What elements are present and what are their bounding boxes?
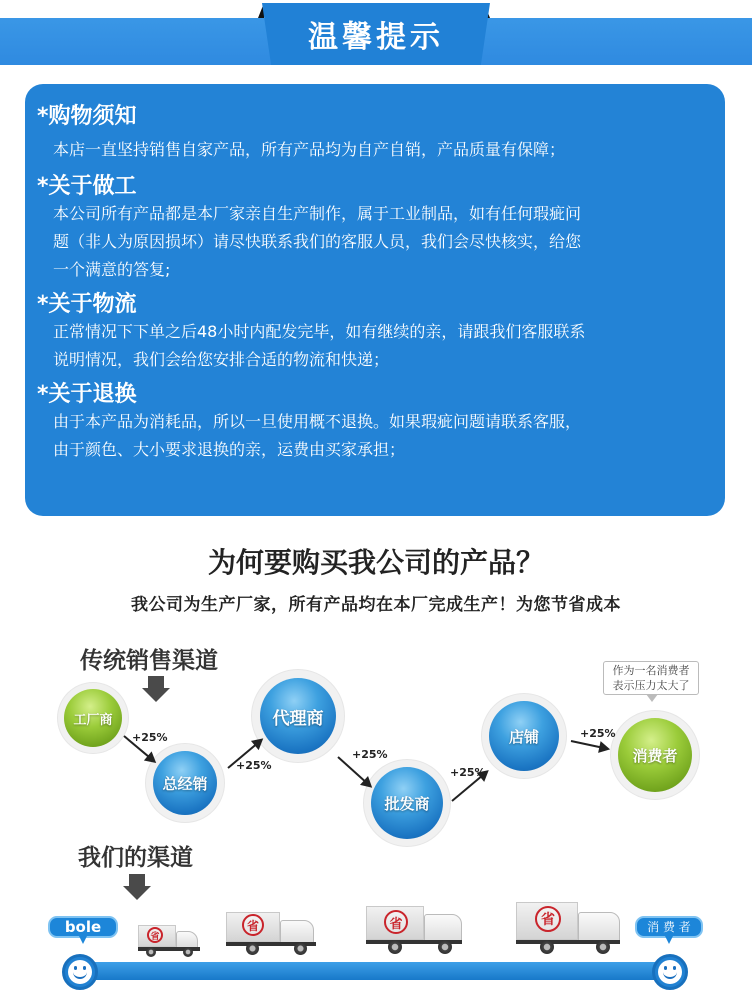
node-label: 工厂商 [64, 689, 122, 747]
save-seal-icon: 省 [535, 906, 561, 932]
markup-percent: +25% [352, 748, 388, 761]
why-title: 为何要购买我公司的产品？ [207, 546, 544, 579]
node-label: 批发商 [371, 767, 443, 839]
save-seal-icon: 省 [242, 914, 264, 936]
section-text: 一个满意的答复; [53, 260, 171, 279]
speech-line: 作为一名消费者 [612, 664, 690, 677]
channel-road-bar [82, 962, 672, 980]
section-text: 正常情况下下单之后48小时内配发完毕，如有继续的亲，请跟我们客服联系 [53, 322, 586, 341]
markup-percent: +25% [132, 731, 168, 744]
notice-box [25, 84, 725, 516]
notice-section-logistics [37, 292, 725, 374]
section-title: *购物须知 [37, 104, 137, 129]
section-text: 说明情况，我们会给您安排合适的物流和快递； [53, 350, 390, 369]
notice-section-workmanship [37, 174, 725, 284]
section-text: 本店一直坚持销售自家产品，所有产品均为自产自销，产品质量有保障； [53, 140, 566, 159]
arrow-icon [571, 740, 607, 749]
consumer-tag: 消 费 者 [635, 916, 703, 938]
smiley-end-icon [652, 954, 688, 990]
section-title: *关于物流 [37, 292, 137, 317]
markup-percent: +25% [236, 759, 272, 772]
our-channel-label: 我们的渠道 [78, 845, 193, 871]
section-text: 本公司所有产品都是本厂家亲自生产制作，属于工业制品，如有任何瑕疵问 [53, 204, 582, 223]
node-consumer [611, 711, 699, 799]
delivery-truck [226, 912, 318, 956]
section-text: 由于本产品为消耗品，所以一旦使用概不退换。如果瑕疵问题请联系客服， [53, 412, 582, 431]
save-seal-icon: 省 [147, 927, 163, 943]
banner-title: 温馨提示 [308, 20, 444, 55]
node-label: 总经销 [153, 751, 217, 815]
down-arrow-icon [123, 874, 151, 900]
delivery-truck [516, 902, 624, 954]
section-text: 由于颜色、大小要求退换的亲，运费由买家承担； [53, 440, 406, 459]
consumer-speech-bubble [603, 661, 699, 695]
node-store [482, 694, 566, 778]
delivery-truck [138, 925, 202, 957]
down-arrow-icon [142, 676, 170, 702]
bole-brand-tag: bole [48, 916, 118, 938]
notice-section-shopping [37, 104, 725, 164]
save-seal-icon: 省 [384, 910, 408, 934]
node-label: 消费者 [618, 718, 692, 792]
node-agent [252, 670, 344, 762]
speech-line: 表示压力太大了 [612, 679, 690, 692]
markup-percent: +25% [580, 727, 616, 740]
section-title: *关于退换 [37, 382, 137, 407]
node-label: 代理商 [260, 678, 336, 754]
notice-section-returns [37, 382, 725, 464]
delivery-truck [366, 906, 466, 954]
node-label: 店铺 [489, 701, 559, 771]
node-factory [58, 683, 128, 753]
traditional-channel-label: 传统销售渠道 [80, 648, 218, 674]
markup-percent: +25% [450, 766, 486, 779]
section-title: *关于做工 [37, 174, 137, 199]
why-subtitle: 我公司为生产厂家，所有产品均在本厂完成生产！为您节省成本 [131, 595, 621, 615]
section-text: 题（非人为原因损坏）请尽快联系我们的客服人员，我们会尽快核实，给您 [53, 232, 582, 251]
smiley-start-icon [62, 954, 98, 990]
